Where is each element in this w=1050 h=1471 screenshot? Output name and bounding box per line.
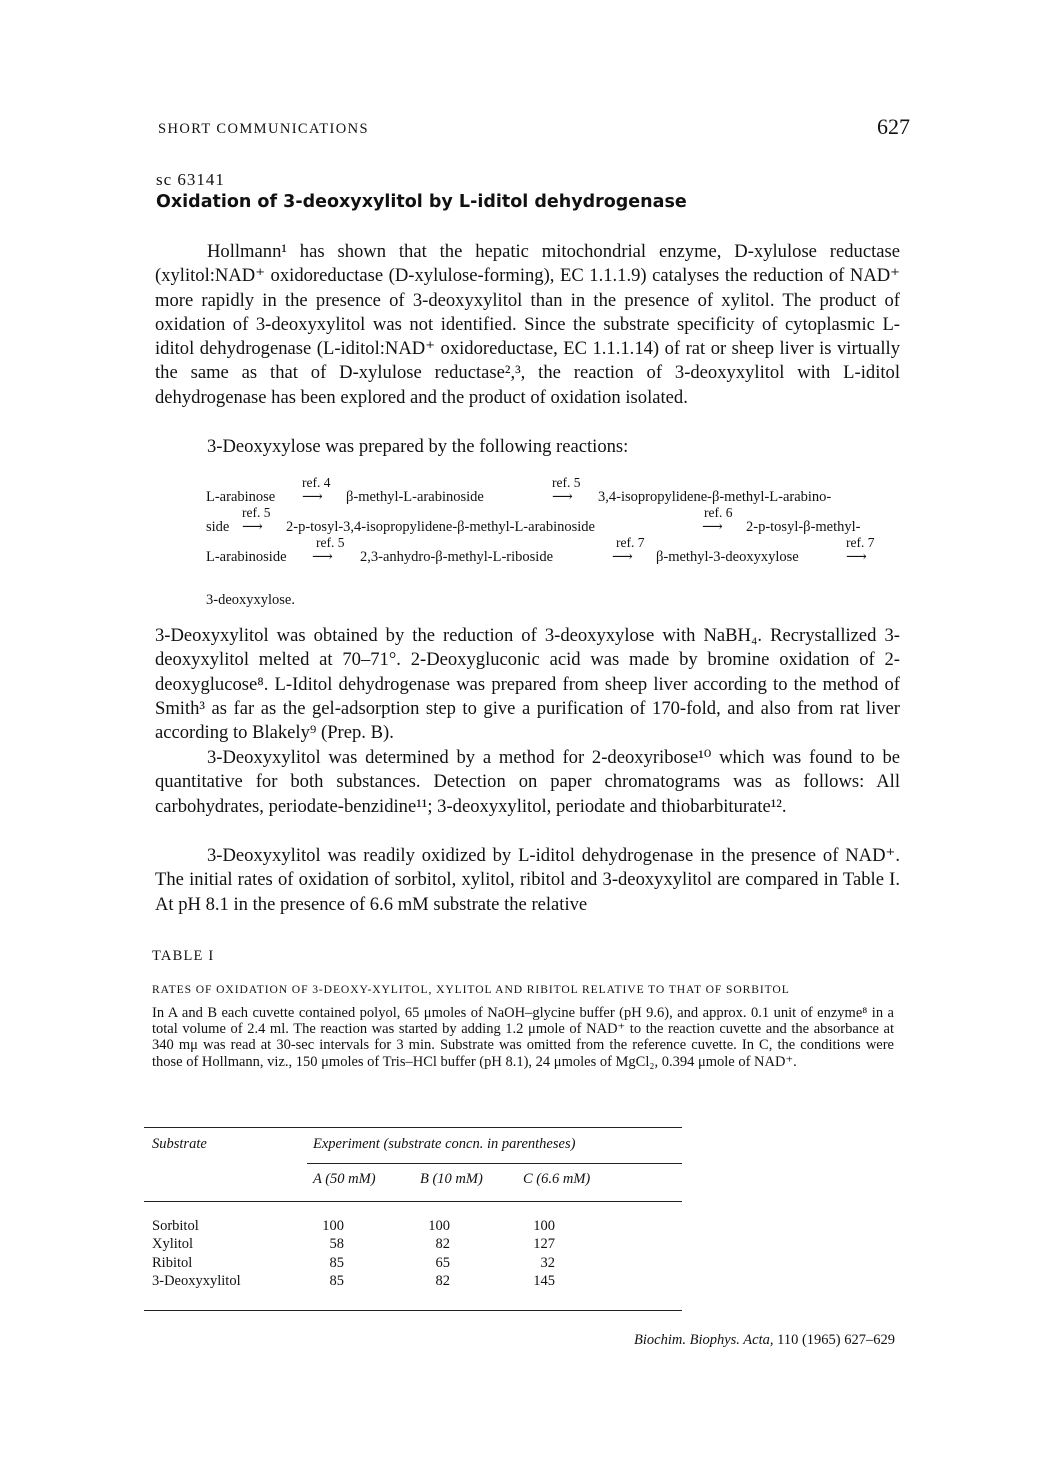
table-caption: RATES OF OXIDATION OF 3-DEOXY-XYLITOL, XYLITOL AND RIBITOL RELATIVE TO THAT OF SORBITOL <box>152 983 790 996</box>
substrate-cell: Xylitol <box>152 1236 194 1253</box>
table-note: In A and B each cuvette contained polyol, 65 μmoles of NaOH–glycine buffer (pH 9.6), and approx. 0.1 unit of enzyme⁸ in a total volume of 2.4 ml. The reaction was started by adding 1.2 μmole of NAD⁺ to the reaction cuvette and the absorbance at 340 mμ was read at 30-sec intervals for 3 min. Substrate was omitted from the reference cuvette. In C, the conditions were those of Hollmann, viz., 150 μmoles of Tris–HCl buffer (pH 8.1), 24 μmoles of MgCl₂, 0.394 μmole of NAD⁺. <box>152 1005 894 1070</box>
scheme-compound: β-methyl-3-deoxyxylose <box>656 549 799 565</box>
substrate-cell: Ribitol <box>152 1254 193 1271</box>
article-title: Oxidation of 3-deoxyxylitol by L-iditol dehydrogenase <box>156 192 687 212</box>
header-col-c: C (6.6 mM) <box>523 1171 591 1187</box>
reaction-arrow-icon: ⟶ <box>302 489 323 505</box>
value-cell-c: 100 <box>533 1218 555 1234</box>
value-cell-a: 85 <box>329 1254 344 1271</box>
scheme-ref: ref. 5 <box>316 535 345 550</box>
scheme-compound: L-arabinoside <box>206 549 287 565</box>
paragraph-5: 3-Deoxyxylitol was readily oxidized by L-iditol dehydrogenase in the presence of NAD⁺. The initial rates of oxidation of sorbitol, xylitol, ribitol and 3-deoxyxylitol are compared in Table I. At pH 8.1 in the presence of 6.6 mM substrate the relative <box>155 845 900 915</box>
value-cell-b: 100 <box>428 1218 450 1234</box>
scheme-compound: 2,3-anhydro-β-methyl-L-riboside <box>360 549 554 565</box>
scheme-ref: ref. 7 <box>616 535 645 550</box>
value-cell-b: 65 <box>435 1254 450 1271</box>
table-bottom-rule <box>144 1310 682 1311</box>
scheme-compound: 3,4-isopropylidene-β-methyl-L-arabino- <box>598 489 832 505</box>
reaction-arrow-icon: ⟶ <box>612 549 633 565</box>
paragraph-1: Hollmann¹ has shown that the hepatic mitochondrial enzyme, D-xylulose reductase (xylitol:NAD⁺ oxidoreductase (D-xylulose-forming), EC 1.1.1.9) catalyses the reduction of NAD⁺ more rapidly in the presence of 3-deoxyxylitol than in the presence of xylitol. The product of oxidation of 3-deoxyxylitol was not identified. Since the substrate specificity of cytoplasmic L-iditol dehydrogenase (L-iditol:NAD⁺ oxidoreductase, EC 1.1.1.14) of rat or sheep liver is virtually the same as that of D-xylulose reductase²,³, the reaction of 3-deoxyxylitol with L-iditol dehydrogenase has been explored and the product of oxidation isolated. <box>155 241 900 408</box>
substrate-cell: 3-Deoxyxylitol <box>152 1272 241 1289</box>
page-number: 627 <box>877 114 910 139</box>
value-cell-b: 82 <box>435 1236 450 1253</box>
value-cell-c: 145 <box>533 1272 555 1289</box>
header-experiment: Experiment (substrate concn. in parentheses) <box>313 1136 576 1152</box>
scheme-ref: ref. 5 <box>242 505 271 520</box>
header-col-b: B (10 mM) <box>420 1171 483 1187</box>
scheme-ref: ref. 7 <box>846 535 875 550</box>
scheme-product: 3-deoxyxylose. <box>206 592 295 608</box>
header-bottom-rule <box>144 1201 682 1202</box>
experiment-rule <box>307 1163 682 1164</box>
reaction-scheme <box>206 475 906 565</box>
scheme-ref: ref. 6 <box>704 505 733 520</box>
table-top-rule <box>144 1127 682 1128</box>
volume-pages: 110 (1965) 627–629 <box>777 1332 895 1348</box>
journal-citation <box>560 1332 895 1349</box>
substrate-cell: Sorbitol <box>152 1218 199 1234</box>
scheme-ref: ref. 5 <box>552 475 581 490</box>
scheme-compound: 2-p-tosyl-3,4-isopropylidene-β-methyl-L-arabinoside <box>286 519 595 535</box>
reaction-arrow-icon: ⟶ <box>552 489 573 505</box>
scheme-compound: 2-p-tosyl-β-methyl- <box>746 519 861 535</box>
paragraph-4: 3-Deoxyxylitol was determined by a method for 2-deoxyribose¹⁰ which was found to be quantitative for both substances. Detection on paper chromatograms was as follows: All carbohydrates, periodate-benzidine¹¹; 3-deoxyxylitol, periodate and thiobarbiturate¹². <box>155 747 900 817</box>
scheme-compound: side <box>206 519 230 535</box>
table-label: TABLE I <box>152 948 215 964</box>
scheme-ref: ref. 4 <box>302 475 331 490</box>
value-cell-a: 100 <box>322 1218 344 1234</box>
value-cell-a: 58 <box>329 1236 344 1253</box>
value-cell-c: 127 <box>533 1236 555 1253</box>
value-cell-c: 32 <box>540 1254 555 1271</box>
scheme-compound: β-methyl-L-arabinoside <box>346 489 484 505</box>
journal-name: Biochim. Biophys. Acta, <box>634 1332 774 1348</box>
header-col-a: A (50 mM) <box>313 1171 376 1187</box>
paragraph-3: 3-Deoxyxylitol was obtained by the reduction of 3-deoxyxylose with NaBH₄. Recrystallized 3-deoxyxylitol melted at 70–71°. 2-Deoxygluconic acid was made by bromine oxidation of 2-deoxyglucose⁸. L-Iditol dehydrogenase was prepared from sheep liver according to the method of Smith³ as far as the gel-adsorption step to give a purification of 170-fold, and also from rat liver according to Blakely⁹ (Prep. B). <box>155 625 900 744</box>
running-header: SHORT COMMUNICATIONS <box>158 121 369 137</box>
value-cell-b: 82 <box>435 1272 450 1289</box>
header-substrate: Substrate <box>152 1136 207 1152</box>
article-code: sc 63141 <box>156 170 225 189</box>
scheme-compound: L-arabinose <box>206 489 276 505</box>
value-cell-a: 85 <box>329 1272 344 1289</box>
reaction-arrow-icon: ⟶ <box>242 519 263 535</box>
paragraph-2: 3-Deoxyxylose was prepared by the following reactions: <box>207 436 629 457</box>
reaction-arrow-icon: ⟶ <box>702 519 723 535</box>
reaction-arrow-icon: ⟶ <box>312 549 333 565</box>
reaction-arrow-icon: ⟶ <box>846 549 867 565</box>
